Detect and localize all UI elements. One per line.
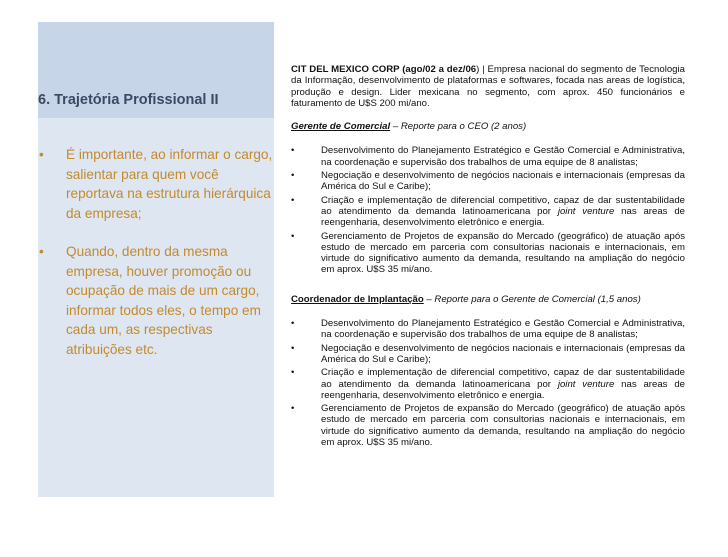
slide-title: 6. Trajetória Profissional II [38,92,219,108]
list-item: • Criação e implementação de diferencial competitivo, capaz de dar sustentabilidade ao atendimento da demanda latinoamericana por joint venture nas areas de reengenharia, desenvolvimento eletrônico e energia. [291,367,685,401]
list-item: • Negociação e desenvolvimento de negócios nacionais e internacionais (empresas da América do Sul e Caribe); [291,170,685,193]
tip-item: • Quando, dentro da mesma empresa, houver promoção ou ocupação de mais de um cargo, informar todos eles, o tempo em cada um, as respectivas atribuições etc. [39,244,261,357]
tips-list [38,145,274,378]
company-description: CIT DEL MEXICO CORP (ago/02 a dez/06) | Empresa nacional do segmento de Tecnologia da Informação, desenvolvimento de plataformas e softwares, focada nas areas de logística, produção e design. Lider mexicana no segmento, com aprox. 450 funcionários e faturamento de U$S 200 mi/ano. [291,64,685,109]
list-item: • Negociação e desenvolvimento de negócios nacionais e internacionais (empresas da América do Sul e Caribe); [291,342,685,365]
resume-content [291,64,685,466]
bullet-icon: • [39,147,44,162]
sidebar-panel [38,22,274,497]
list-item: • Gerenciamento de Projetos de expansão do Mercado (geográfico) de atuação após estudo de mercado em parceria com consultorias nacionais e internacionais, em virtude do significativo aumento da demanda, resultando na ampliação do negócio em aprox. U$S 35 mi/ano. [291,403,685,449]
tip-item: • É importante, ao informar o cargo, salientar para quem você reportava na estrutura hierárquica da empresa; [39,147,273,221]
company-name: CIT DEL MEXICO CORP (ago/02 a dez/06 [291,64,477,75]
list-item: • Gerenciamento de Projetos de expansão do Mercado (geográfico) de atuação após estudo de mercado em parceria com consultorias nacionais e internacionais, em virtude do significativo aumento da demanda, resultando na ampliação do negócio em aprox. U$S 35 mi/ano. [291,230,685,276]
bullet-icon: • [39,244,44,259]
role-responsibilities [291,318,685,448]
role-heading: Gerente de Comercial – Reporte para o CEO (2 anos) [291,121,527,133]
role-responsibilities [291,145,685,275]
list-item: • Criação e implementação de diferencial competitivo, capaz de dar sustentabilidade ao atendimento da demanda latinoamericana por joint venture nas areas de reengenharia, desenvolvimento eletrônico e energia. [291,194,685,229]
list-item: • Desenvolvimento do Planejamento Estratégico e Gestão Comercial e Administrativa, na coordenação e supervisão dos trabalhos de uma equipe de 8 analistas; [291,145,685,168]
role-heading: Coordenador de Implantação – Reporte para o Gerente de Comercial (1,5 anos) [291,293,641,305]
list-item: • Desenvolvimento do Planejamento Estratégico e Gestão Comercial e Administrativa, na coordenação e supervisão dos trabalhos de uma equipe de 8 analistas; [291,318,685,341]
